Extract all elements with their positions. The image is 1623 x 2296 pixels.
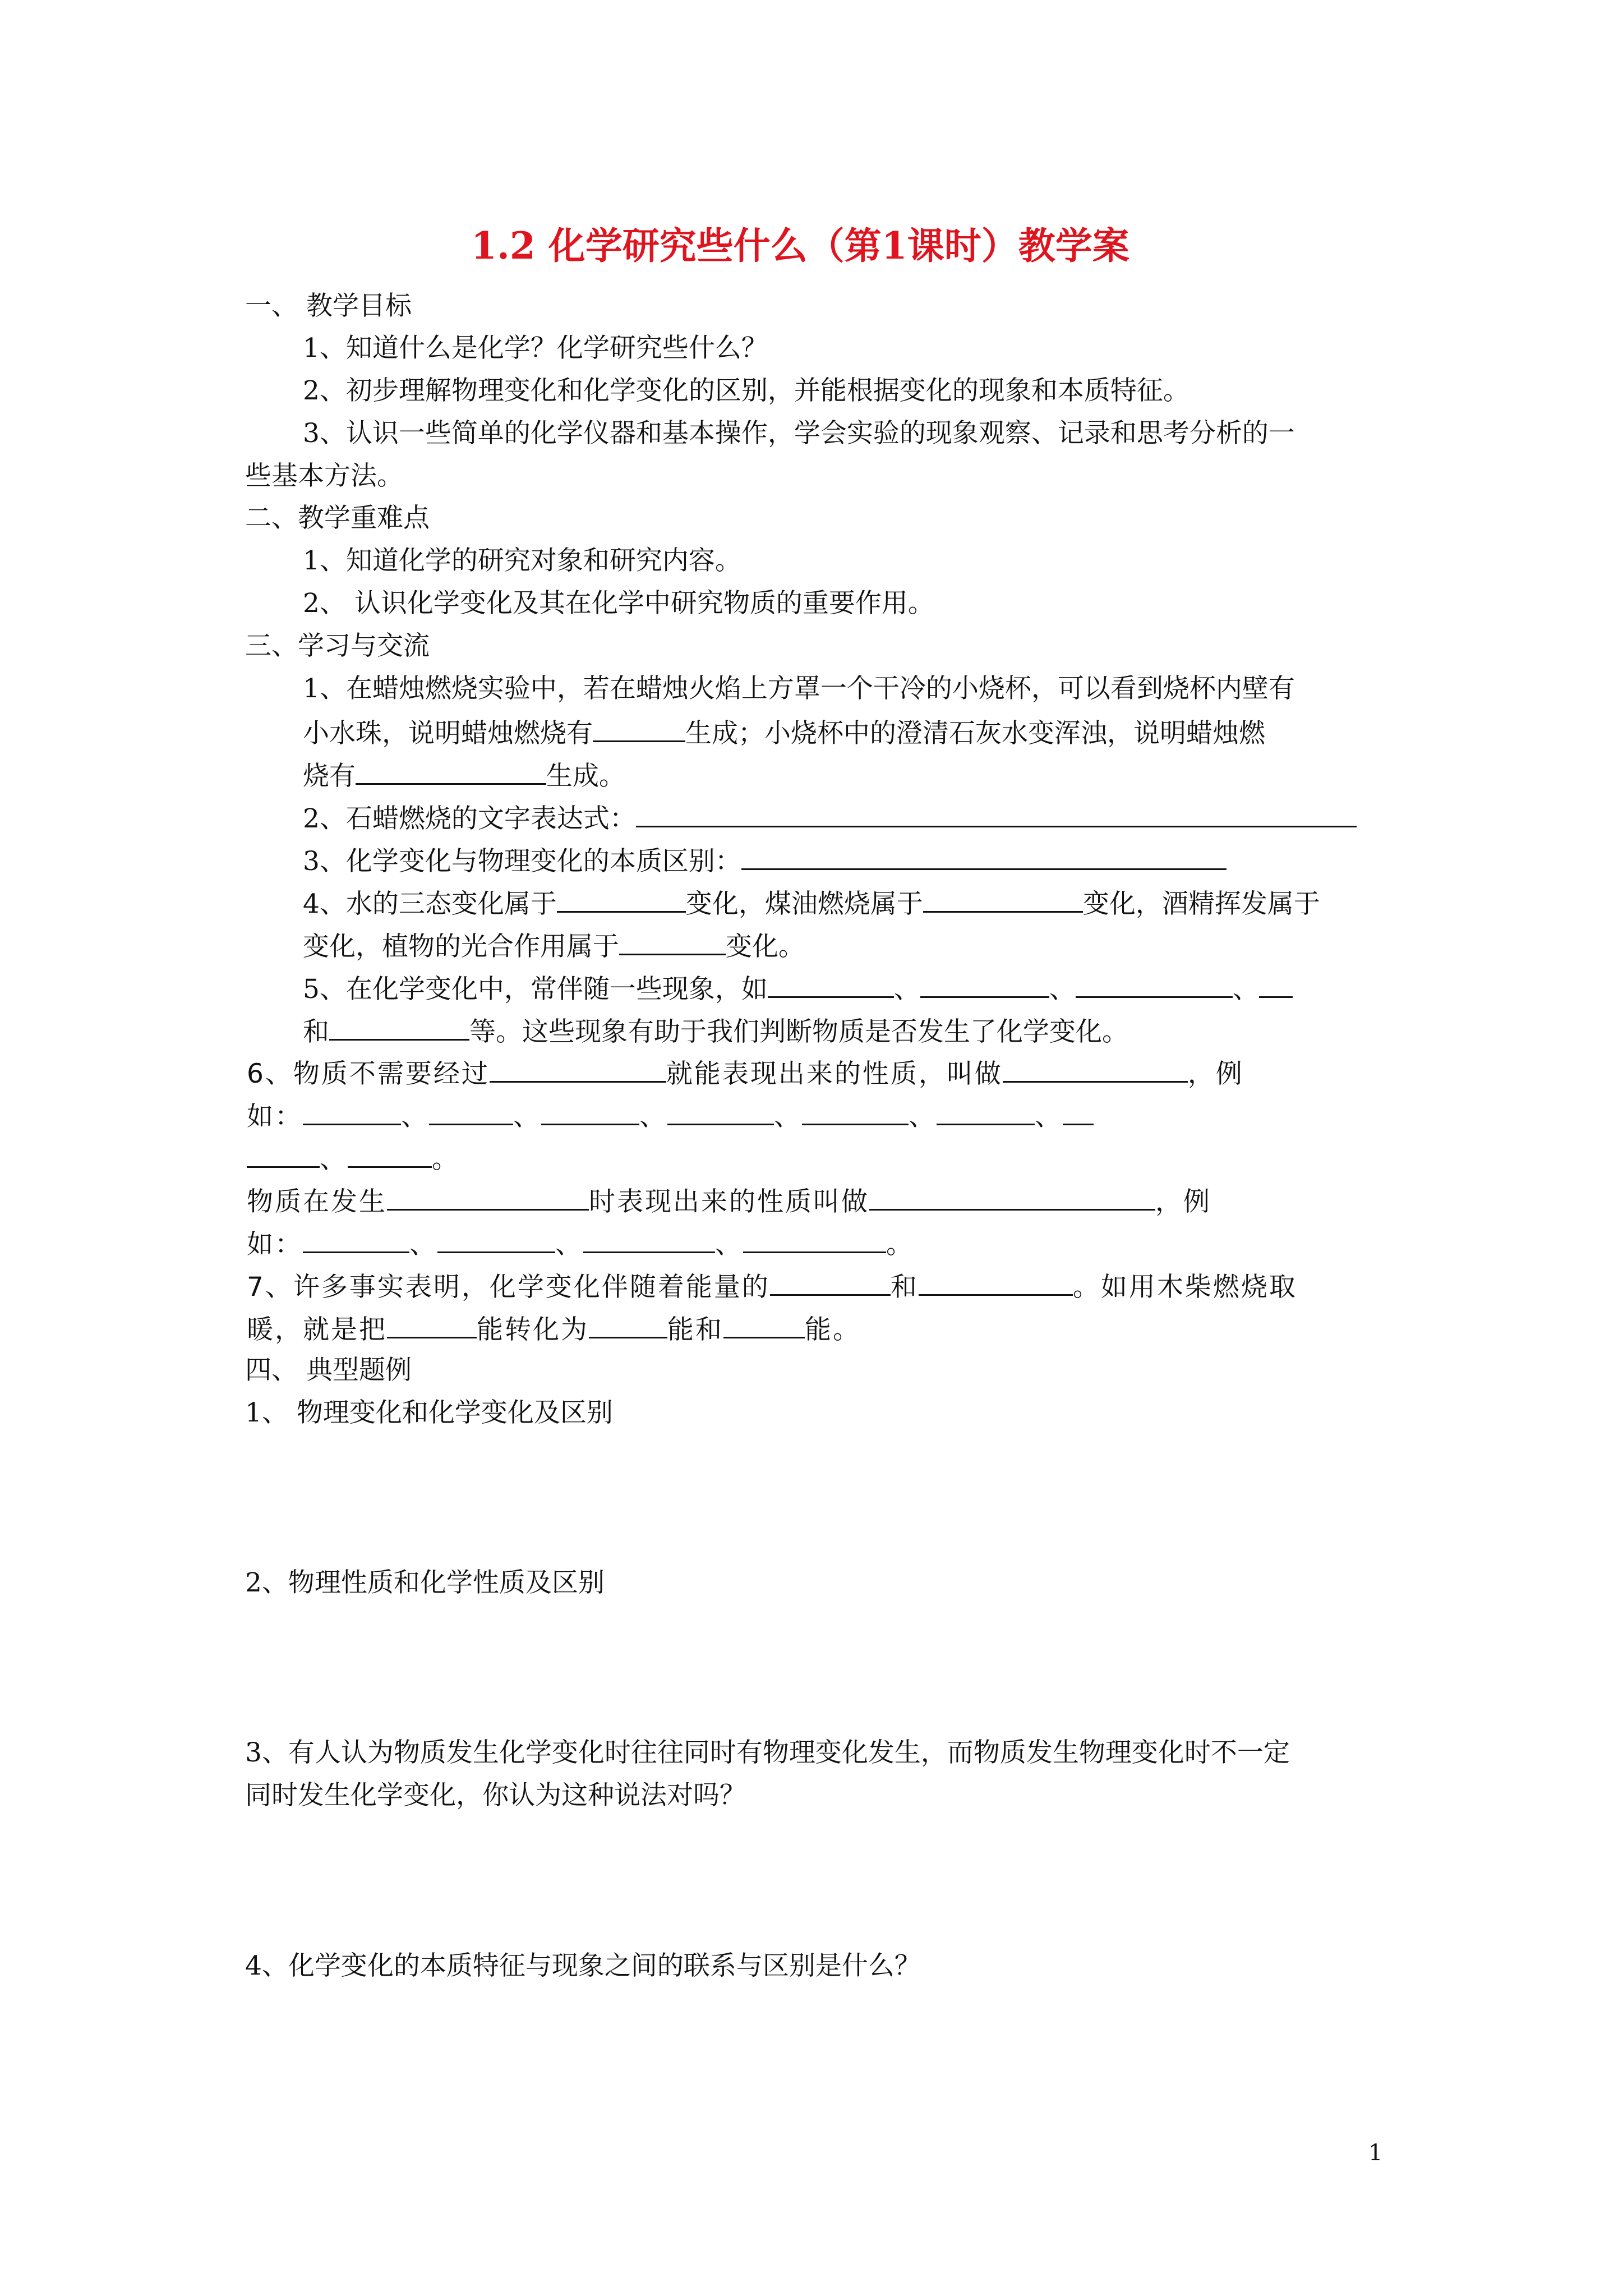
- question-2: [303, 803, 1357, 832]
- section-heading-examples: 四、 典型题例: [245, 1355, 412, 1386]
- question-5-line-1: [303, 974, 1293, 1005]
- q6-text: 。: [886, 1229, 914, 1260]
- separator: 、: [774, 1101, 802, 1132]
- q5-text: 5、在化学变化中，常伴随一些现象，如: [303, 974, 768, 1005]
- answer-blank[interactable]: [743, 1229, 886, 1253]
- q7-text: 。如用木柴燃烧取: [1072, 1272, 1297, 1303]
- answer-blank[interactable]: [490, 1059, 666, 1083]
- q4-text: 变化。: [726, 931, 805, 962]
- q4-text: 变化，植物的光合作用属于: [303, 931, 619, 962]
- question-6-line-1: [247, 1059, 1244, 1087]
- separator: 、: [555, 1229, 583, 1260]
- objective-item: 1、知道什么是化学？化学研究些什么？: [303, 333, 768, 364]
- answer-blank[interactable]: [869, 1186, 1155, 1211]
- q5-text: 等。这些现象有助于我们判断物质是否发生了化学变化。: [469, 1016, 1128, 1047]
- q6-text: 就能表现出来的性质，叫做: [666, 1059, 1003, 1089]
- q3-text: 3、化学变化与物理变化的本质区别：: [303, 846, 741, 877]
- answer-blank[interactable]: [589, 1314, 667, 1338]
- q7-text: 7、许多事实表明，化学变化伴随着能量的: [247, 1272, 770, 1303]
- separator: 、: [715, 1229, 743, 1260]
- question-6-line-2: [247, 1101, 1094, 1130]
- answer-blank[interactable]: [303, 1229, 409, 1253]
- keypoint-item: 1、知道化学的研究对象和研究内容。: [303, 545, 741, 576]
- answer-blank[interactable]: [667, 1101, 774, 1125]
- answer-blank[interactable]: [768, 974, 894, 998]
- question-1-line-2: [303, 718, 1265, 747]
- q7-text: 能。: [805, 1314, 861, 1345]
- separator: 、: [401, 1101, 429, 1132]
- q7-text: 能转化为: [477, 1314, 589, 1345]
- keypoint-item: 2、 认识化学变化及其在化学中研究物质的重要作用。: [303, 588, 934, 619]
- answer-blank[interactable]: [937, 1101, 1035, 1125]
- question-6-line-5: [247, 1229, 914, 1258]
- answer-blank[interactable]: [636, 803, 1357, 827]
- example-item: 2、物理性质和化学性质及区别: [245, 1567, 605, 1598]
- question-7-line-1: [247, 1272, 1297, 1303]
- q6-text: 。: [432, 1144, 460, 1175]
- q7-text: 和: [890, 1272, 919, 1303]
- q7-text: 能和: [667, 1314, 723, 1345]
- answer-blank[interactable]: [387, 1314, 477, 1338]
- separator: 、: [909, 1101, 937, 1132]
- answer-blank[interactable]: [723, 1314, 805, 1338]
- answer-blank[interactable]: [348, 1144, 432, 1168]
- q1-text: 生成。: [546, 761, 625, 792]
- example-item: 4、化学变化的本质特征与现象之间的联系与区别是什么？: [245, 1950, 921, 1981]
- answer-blank[interactable]: [920, 974, 1049, 998]
- answer-blank[interactable]: [356, 761, 546, 785]
- q4-text: 4、水的三态变化属于: [303, 889, 557, 919]
- separator: 、: [1232, 974, 1259, 1005]
- question-6-line-3: [247, 1144, 460, 1175]
- answer-blank[interactable]: [919, 1272, 1073, 1296]
- answer-blank[interactable]: [1259, 974, 1293, 998]
- q2-text: 2、石蜡燃烧的文字表达式：: [303, 803, 636, 834]
- q6-text: ，例: [1187, 1059, 1244, 1089]
- q1-text: 生成；小烧杯中的澄清石灰水变浑浊，说明蜡烛燃: [685, 718, 1265, 749]
- separator: 、: [320, 1144, 348, 1175]
- q7-text: 暖，就是把: [247, 1314, 387, 1345]
- question-5-line-2: [303, 1016, 1128, 1045]
- separator: 、: [1035, 1101, 1063, 1132]
- answer-blank[interactable]: [387, 1186, 589, 1211]
- section-heading-keypoints: 二、教学重难点: [245, 503, 430, 533]
- objective-item: 2、初步理解物理变化和化学变化的区别，并能根据变化的现象和本质特征。: [303, 375, 1189, 406]
- example-item-continued: 同时发生化学变化，你认为这种说法对吗？: [245, 1780, 746, 1811]
- q6-text: ，例: [1155, 1186, 1211, 1217]
- answer-blank[interactable]: [923, 889, 1083, 913]
- section-heading-study: 三、学习与交流: [245, 631, 430, 661]
- question-6-line-4: [247, 1186, 1211, 1215]
- q4-text: 变化，煤油燃烧属于: [685, 889, 923, 919]
- q1-text: 小水珠，说明蜡烛燃烧有: [303, 718, 593, 749]
- q6-text: 物质在发生: [247, 1186, 387, 1217]
- q6-text: 时表现出来的性质叫做: [589, 1186, 869, 1217]
- example-item: 1、 物理变化和化学变化及区别: [245, 1397, 613, 1428]
- answer-blank[interactable]: [541, 1101, 639, 1125]
- answer-blank[interactable]: [329, 1016, 469, 1041]
- separator: 、: [639, 1101, 667, 1132]
- answer-blank[interactable]: [583, 1229, 715, 1253]
- page-number: 1: [1368, 2140, 1383, 2166]
- answer-blank[interactable]: [437, 1229, 555, 1253]
- answer-blank[interactable]: [429, 1101, 513, 1125]
- question-1-line-1: 1、在蜡烛燃烧实验中，若在蜡烛火焰上方罩一个干冷的小烧杯，可以看到烧杯内壁有: [303, 673, 1295, 704]
- answer-blank[interactable]: [593, 718, 685, 742]
- q4-text: 变化，酒精挥发属于: [1082, 889, 1320, 919]
- answer-blank[interactable]: [1076, 974, 1233, 998]
- answer-blank[interactable]: [770, 1272, 891, 1296]
- q5-text: 和: [303, 1016, 329, 1047]
- separator: 、: [893, 974, 920, 1005]
- answer-blank[interactable]: [1063, 1101, 1094, 1125]
- q6-text: 6、物质不需要经过: [247, 1059, 490, 1089]
- objective-item-continued: 些基本方法。: [245, 461, 403, 491]
- answer-blank[interactable]: [802, 1101, 909, 1125]
- q6-text: 如：: [247, 1229, 303, 1260]
- answer-blank[interactable]: [1003, 1059, 1188, 1083]
- separator: 、: [1049, 974, 1076, 1005]
- objective-item: 3、认识一些简单的化学仪器和基本操作，学会实验的现象观察、记录和思考分析的一: [303, 418, 1295, 449]
- separator: 、: [409, 1229, 437, 1260]
- question-4-line-2: [303, 931, 805, 960]
- q6-text: 如：: [247, 1101, 303, 1132]
- answer-blank[interactable]: [303, 1101, 401, 1125]
- answer-blank[interactable]: [557, 889, 686, 913]
- question-7-line-2: [247, 1314, 861, 1343]
- example-item: 3、有人认为物质发生化学变化时往往同时有物理变化发生，而物质发生物理变化时不一定: [245, 1737, 1290, 1768]
- question-4-line-1: [303, 889, 1320, 917]
- document-title: 1.2 化学研究些什么（第1课时）教学案: [471, 224, 1129, 268]
- question-1-line-3: [303, 761, 625, 792]
- separator: 、: [513, 1101, 541, 1132]
- q1-text: 烧有: [303, 761, 356, 792]
- section-heading-objectives: 一、 教学目标: [245, 291, 412, 321]
- question-3: [303, 846, 1227, 875]
- answer-blank[interactable]: [247, 1144, 320, 1168]
- answer-blank[interactable]: [741, 846, 1227, 870]
- answer-blank[interactable]: [619, 931, 726, 955]
